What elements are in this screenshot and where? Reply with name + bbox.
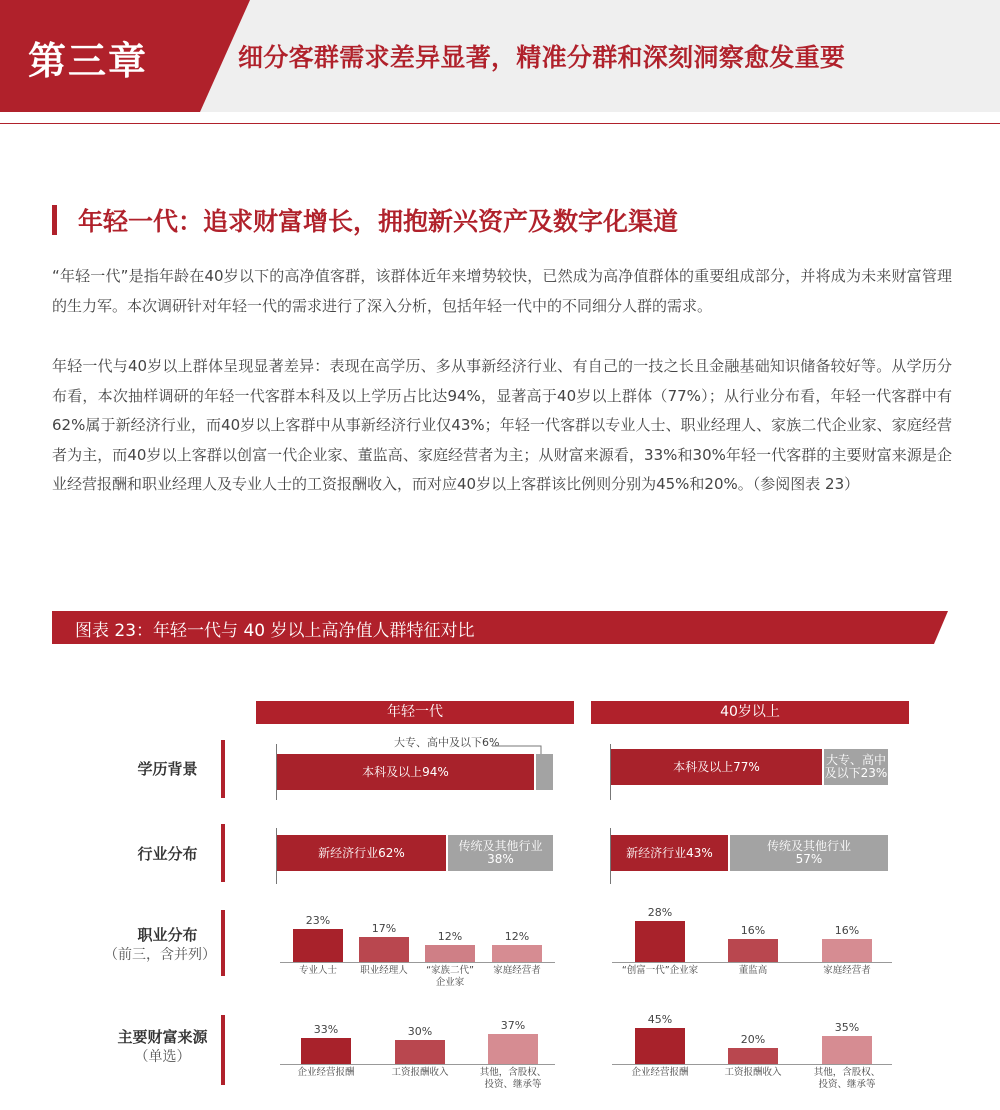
row-marker-industry — [221, 824, 225, 882]
education-young-note: 大专、高中及以下6% — [394, 736, 500, 749]
bar-occupation-older-0 — [635, 921, 685, 962]
row-marker-wealth-source — [221, 1015, 225, 1085]
section-title: 年轻一代：追求财富增长，拥抱新兴资产及数字化渠道 — [78, 207, 679, 236]
paragraph-comparison: 年轻一代与40岁以上群体呈现显著差异：表现在高学历、多从事新经济行业、有自己的一技之长且金融基础知识储备较好等。从学历分布看，本次抽样调研的年轻一代客群本科及以上学历占比达94%，显著高于40岁以上群体（77%）；从行业分布看，年轻一代客群中有62%属于新经济行业，而40岁以上客群中从事新经济行业仅43%；年轻一代客群以专业人士、职业经理人、家族二代企业家、家庭经营者为主，而40岁以上客群以创富一代企业家、董监高、家庭经营者为主；从财富来源看，33%和30%年轻一代客群的主要财富来源是企业经营报酬和职业经理人及专业人士的工资报酬收入，而对应40岁以上客群该比例则分别为45%和20%。（参阅图表 23） — [52, 357, 952, 493]
group-header-young: 年轻一代 — [256, 701, 574, 724]
bar-occupation-young-3 — [492, 945, 542, 962]
pct-wealth-young-1: 30% — [407, 1025, 433, 1038]
header-divider — [0, 123, 1000, 124]
pct-occupation-young-3: 12% — [504, 930, 530, 943]
cat-wealth-older-2-line1: 其他，含股权、 — [813, 1067, 881, 1078]
row-marker-education — [221, 740, 225, 798]
pct-wealth-older-0: 45% — [647, 1013, 673, 1026]
bar-industry-young-new: 新经济行业62% — [277, 835, 446, 871]
row-label-occupation: 职业分布 — [137, 926, 198, 944]
bar-occupation-young-2 — [425, 945, 475, 962]
cat-wealth-young-2-line1: 其他，含股权、 — [479, 1067, 547, 1078]
pct-occupation-older-1: 16% — [740, 924, 766, 937]
bar-industry-older-traditional — [730, 835, 888, 871]
bar-wealth-young-0 — [301, 1038, 351, 1064]
pct-occupation-young-2: 12% — [437, 930, 463, 943]
bar-wealth-older-1 — [728, 1048, 778, 1064]
cat-occupation-young-0: 专业人士 — [298, 965, 337, 976]
bar-education-older-other-line1: 大专、高中 — [825, 753, 886, 767]
bar-industry-older-new: 新经济行业43% — [611, 835, 728, 871]
cat-wealth-older-1: 工资报酬收入 — [724, 1067, 782, 1078]
pct-occupation-young-1: 17% — [371, 922, 397, 935]
pct-occupation-older-0: 28% — [647, 906, 673, 919]
bar-education-older-other — [824, 749, 888, 785]
baseline-occupation-young — [280, 962, 555, 963]
bar-wealth-older-0 — [635, 1028, 685, 1064]
bar-occupation-young-0 — [293, 929, 343, 962]
cat-wealth-older-2-line2: 投资、继承等 — [818, 1079, 876, 1090]
bar-education-older-bachelor: 本科及以上77% — [611, 749, 822, 785]
bar-industry-older-traditional-line2: 57% — [795, 852, 823, 866]
figure-title: 图表 23：年轻一代与 40 岁以上高净值人群特征对比 — [75, 621, 475, 641]
bar-education-older-other-line2: 及以下23% — [824, 766, 888, 780]
chapter-title: 细分客群需求差异显著，精准分群和深刻洞察愈发重要 — [238, 43, 846, 72]
pct-wealth-young-0: 33% — [313, 1023, 339, 1036]
baseline-wealth-older — [612, 1064, 892, 1065]
bar-education-young-bachelor: 本科及以上94% — [277, 754, 534, 790]
baseline-wealth-young — [280, 1064, 555, 1065]
cat-occupation-older-0: “创富一代”企业家 — [621, 965, 699, 976]
bar-wealth-young-2 — [488, 1034, 538, 1064]
bar-occupation-young-1 — [359, 937, 409, 962]
cat-wealth-young-1: 工资报酬收入 — [391, 1067, 449, 1078]
bar-wealth-older-2 — [822, 1036, 872, 1064]
cat-wealth-older-2 — [807, 1067, 887, 1091]
cat-occupation-young-2-line2: 企业家 — [435, 977, 465, 988]
cat-occupation-young-2-line1: “家族二代” — [426, 965, 474, 976]
bar-industry-young-traditional — [448, 835, 553, 871]
row-sublabel-wealth-source: （单选） — [134, 1049, 191, 1065]
cat-occupation-young-3: 家庭经营者 — [493, 965, 541, 976]
pct-wealth-young-2: 37% — [500, 1019, 526, 1032]
pct-wealth-older-2: 35% — [834, 1021, 860, 1034]
paragraph-intro: “年轻一代”是指年龄在40岁以下的高净值客群，该群体近年来增势较快，已然成为高净值群体的重要组成部分，并将成为未来财富管理的生力军。本次调研针对年轻一代的需求进行了深入分析，包括年轻一代中的不同细分人群的需求。 — [52, 267, 952, 315]
bar-wealth-young-1 — [395, 1040, 445, 1064]
bar-industry-young-traditional-line2: 38% — [487, 852, 514, 866]
row-label-industry: 行业分布 — [137, 845, 198, 863]
pct-occupation-young-0: 23% — [305, 914, 331, 927]
cat-occupation-young-2 — [415, 965, 485, 989]
section-marker — [52, 205, 57, 235]
cat-wealth-young-2 — [473, 1067, 553, 1091]
pct-occupation-older-2: 16% — [834, 924, 860, 937]
bar-occupation-older-2 — [822, 939, 872, 962]
row-label-wealth-source: 主要财富来源 — [117, 1028, 208, 1046]
row-sublabel-occupation: （前三，含并列） — [104, 947, 216, 963]
baseline-occupation-older — [612, 962, 892, 963]
pct-wealth-older-1: 20% — [740, 1033, 766, 1046]
cat-occupation-young-1: 职业经理人 — [360, 965, 408, 976]
row-label-education: 学历背景 — [137, 760, 198, 778]
bar-education-young-other — [536, 754, 553, 790]
row-marker-occupation — [221, 910, 225, 976]
group-header-older: 40岁以上 — [591, 701, 909, 724]
bar-industry-young-traditional-line1: 传统及其他行业 — [458, 839, 543, 853]
cat-wealth-older-0: 企业经营报酬 — [631, 1067, 689, 1078]
chapter-label: 第三章 — [28, 39, 149, 83]
cat-wealth-young-2-line2: 投资、继承等 — [484, 1079, 542, 1090]
cat-occupation-older-1: 董监高 — [738, 965, 768, 976]
cat-wealth-young-0: 企业经营报酬 — [297, 1067, 355, 1078]
bar-industry-older-traditional-line1: 传统及其他行业 — [766, 839, 851, 853]
cat-occupation-older-2: 家庭经营者 — [823, 965, 871, 976]
bar-occupation-older-1 — [728, 939, 778, 962]
